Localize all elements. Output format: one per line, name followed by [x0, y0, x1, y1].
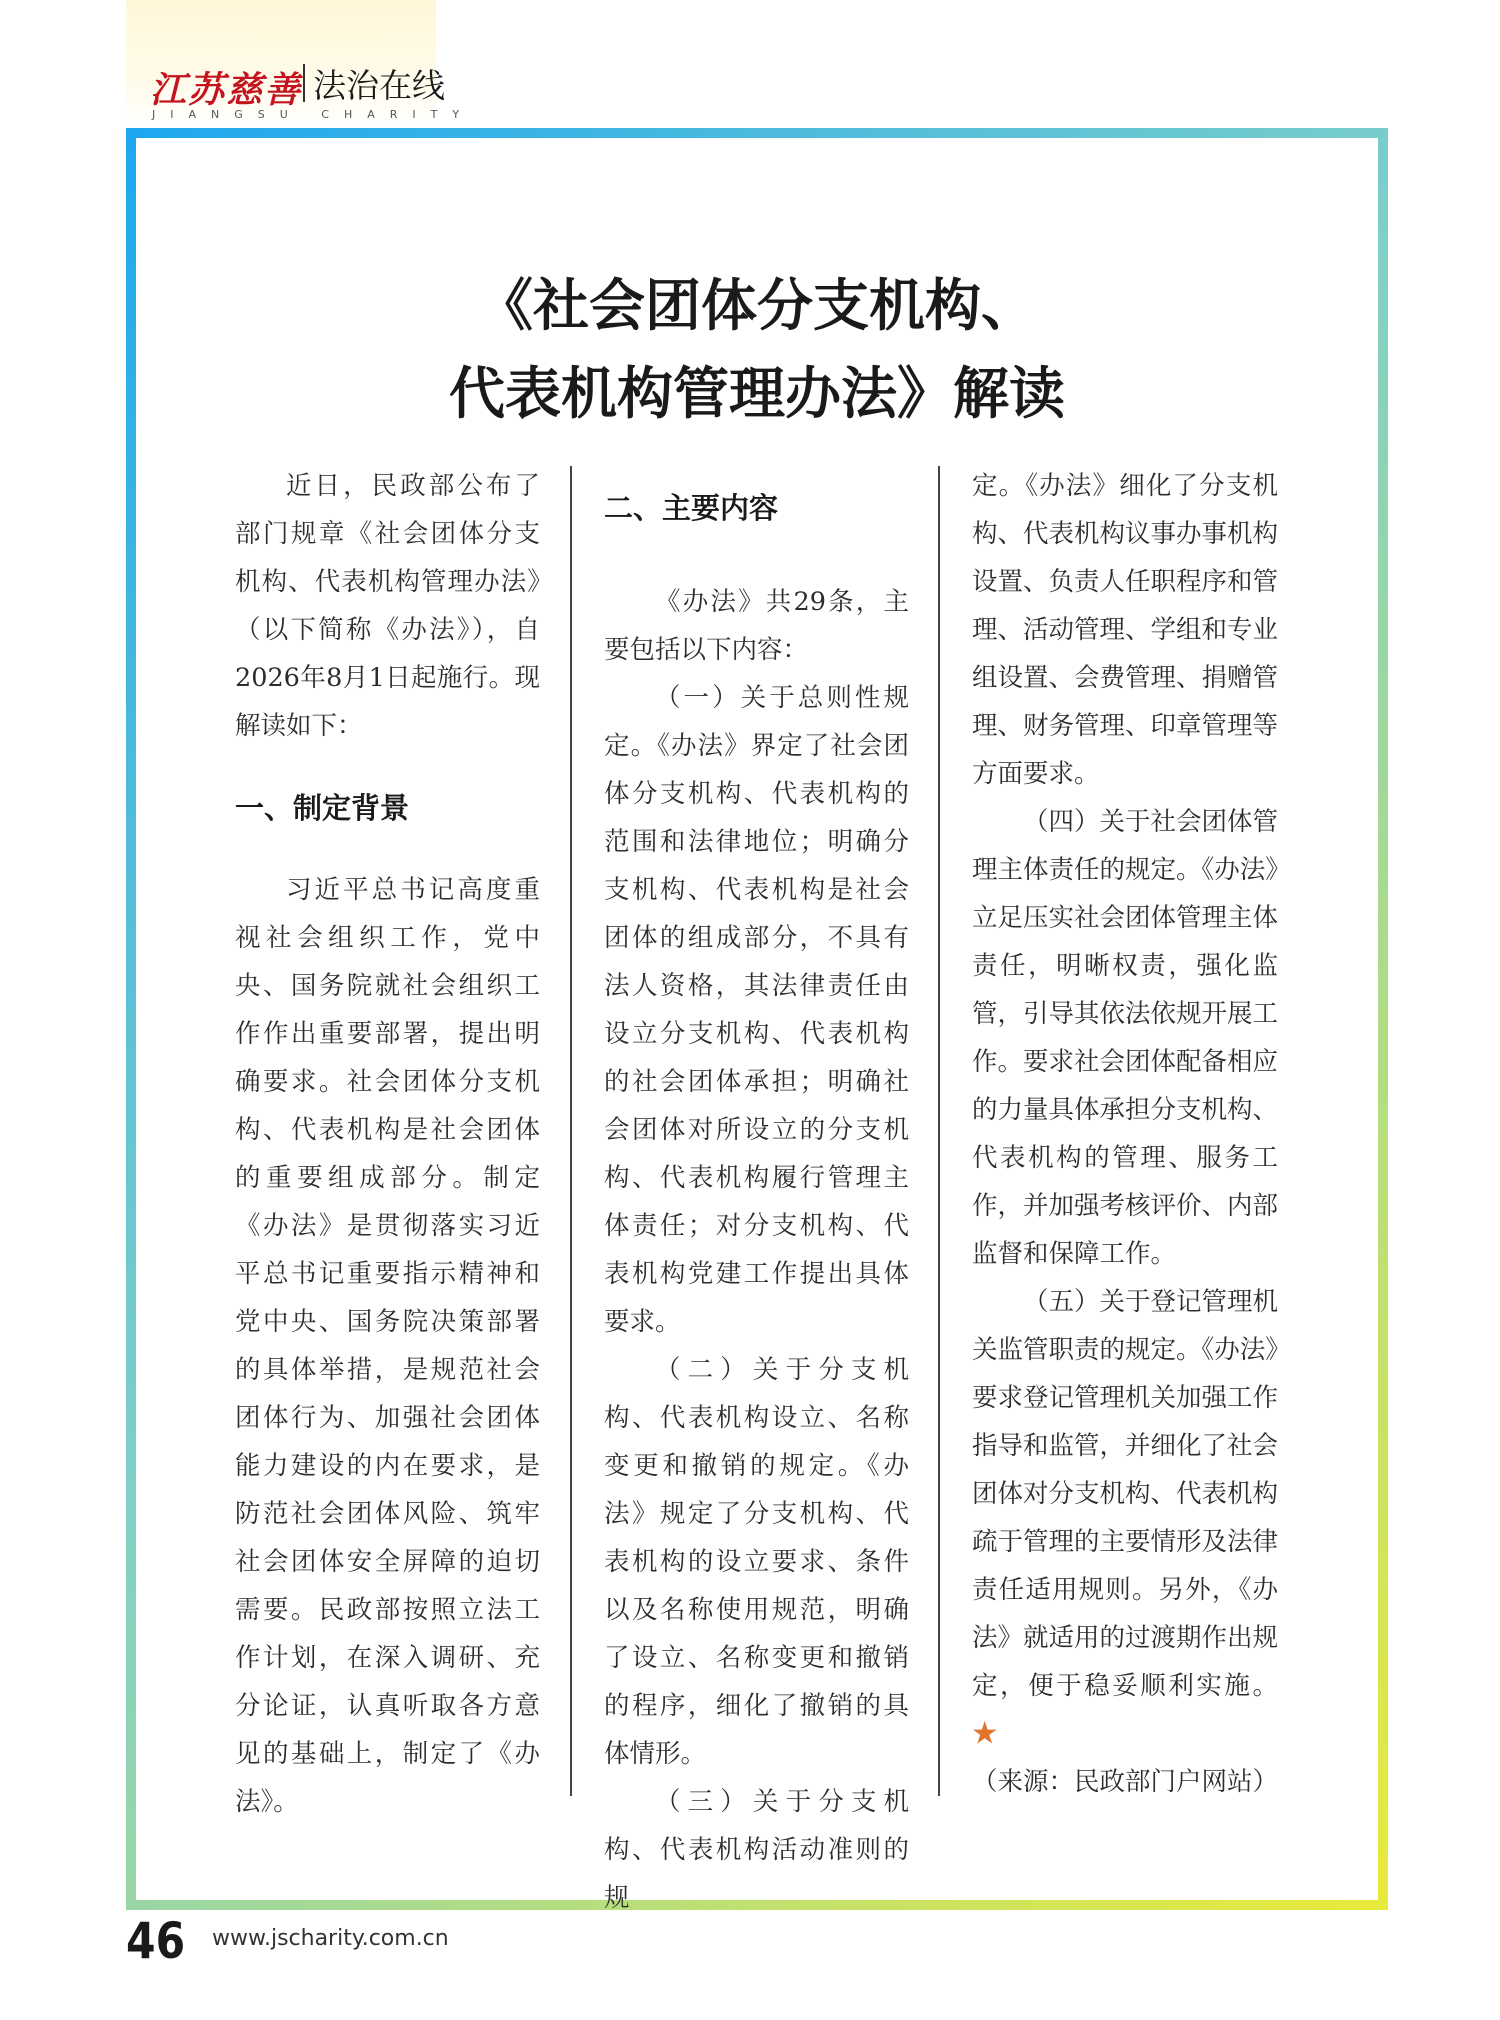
- column-divider-2: [938, 466, 940, 1796]
- page-number: 46: [126, 1912, 186, 1970]
- item-5-paragraph: [972, 1278, 1278, 1758]
- section-label: 法治在线: [313, 66, 445, 105]
- item-5-text: （五）关于登记管理机关监管职责的规定。《办法》要求登记管理机关加强工作指导和监管，并细化了社会团体对分支机构、代表机构疏于管理的主要情形及法律责任适用规则。另外，《办法》就适用的过渡期作出规定，便于稳妥顺利实施。: [972, 1287, 1279, 1701]
- article-title-line1: 《社会团体分支机构、: [477, 274, 1037, 339]
- source-credit: （来源：民政部门户网站）: [972, 1767, 1279, 1797]
- column-3: [972, 462, 1278, 1806]
- item-1-paragraph: （一）关于总则性规定。《办法》界定了社会团体分支机构、代表机构的范围和法律地位；明确分支机构、代表机构是社会团体的组成部分，不具有法人资格，其法律责任由设立分支机构、代表机构的社会团体承担；明确社会团体对所设立的分支机构、代表机构履行管理主体责任；对分支机构、代表机构党建工作提出具体要求。: [604, 683, 909, 1337]
- background-paragraph: 习近平总书记高度重视社会组织工作，党中央、国务院就社会组织工作作出重要部署，提出明确要求。社会团体分支机构、代表机构是社会团体的重要组成部分。制定《办法》是贯彻落实习近平总书记重要指示精神和党中央、国务院决策部署的具体举措，是规范社会团体行为、加强社会团体能力建设的内在要求，是防范社会团体风险、筑牢社会团体安全屏障的迫切需要。民政部按照立法工作计划，在深入调研、充分论证，认真听取各方意见的基础上，制定了《办法》。: [235, 875, 540, 1817]
- column-1: [235, 462, 540, 1826]
- heading-background: 一、制定背景: [235, 791, 410, 825]
- brand-logo: 江苏慈善: [150, 69, 303, 111]
- item-2-paragraph: （二）关于分支机构、代表机构设立、名称变更和撤销的规定。《办法》规定了分支机构、代表机构的设立要求、条件以及名称使用规范，明确了设立、名称变更和撤销的程序，细化了撤销的具体情形。: [604, 1355, 909, 1769]
- website-url: www.jscharity.com.cn: [212, 1926, 449, 1951]
- brand-english: JIANGSU CHARITY: [152, 108, 475, 121]
- intro-paragraph: 近日，民政部公布了部门规章《社会团体分支机构、代表机构管理办法》（以下简称《办法》），自2026年8月1日起施行。现解读如下：: [235, 471, 540, 741]
- item-3-paragraph-start: （三）关于分支机构、代表机构活动准则的规: [604, 1787, 909, 1913]
- column-divider-1: [570, 466, 572, 1796]
- item-3-paragraph-end: 定。《办法》细化了分支机构、代表机构议事办事机构设置、负责人任职程序和管理、活动管理、学组和专业组设置、会费管理、捐赠管理、财务管理、印章管理等方面要求。: [972, 471, 1279, 789]
- column-2: [604, 462, 909, 1922]
- header-divider: [303, 64, 305, 102]
- article-title-line2: 代表机构管理办法》解读: [449, 362, 1065, 427]
- end-star-icon: ★: [972, 1719, 998, 1749]
- content-intro-paragraph: 《办法》共29条，主要包括以下内容：: [604, 587, 909, 665]
- item-4-paragraph: （四）关于社会团体管理主体责任的规定。《办法》立足压实社会团体管理主体责任，明晰权责，强化监管，引导其依法依规开展工作。要求社会团体配备相应的力量具体承担分支机构、代表机构的管理、服务工作，并加强考核评价、内部监督和保障工作。: [972, 807, 1279, 1269]
- heading-main-content: 二、主要内容: [604, 491, 779, 525]
